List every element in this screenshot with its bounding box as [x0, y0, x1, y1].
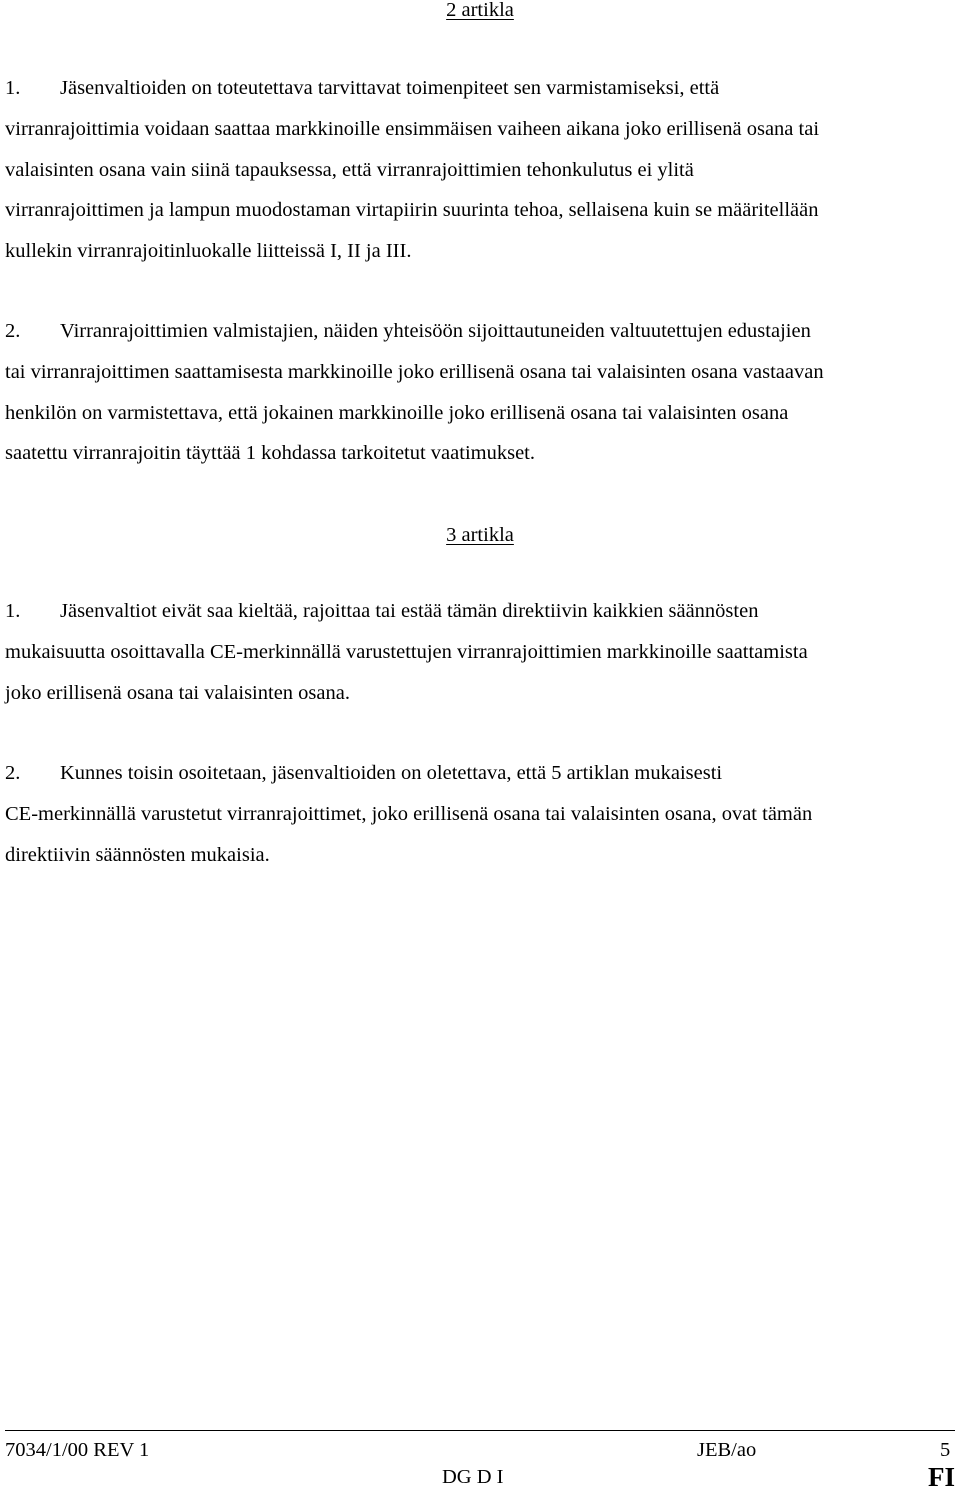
- article-2-heading: [0, 0, 960, 22]
- article-3-heading: [0, 523, 960, 547]
- article-3-paragraph-1: [5, 591, 957, 713]
- paragraph-line: [5, 753, 957, 794]
- footer-divider: [5, 1430, 955, 1431]
- footer-page-number: 5: [940, 1439, 951, 1461]
- paragraph-line: [5, 311, 957, 352]
- article-3-heading-text: 3 artikla: [446, 524, 514, 546]
- paragraph-line: direktiivin säännösten mukaisia.: [5, 843, 270, 866]
- paragraph-line: CE-merkinnällä varustetut virranrajoittimet, joko erillisenä osana tai valaisinten osana, ovat tämän: [5, 802, 813, 825]
- article-2-heading-text: 2 artikla: [446, 0, 514, 21]
- paragraph-line: saatettu virranrajoitin täyttää 1 kohdassa tarkoitetut vaatimukset.: [5, 442, 535, 465]
- article-3-paragraph-2: [5, 753, 957, 875]
- footer-initials: JEB/ao: [697, 1439, 757, 1461]
- paragraph-line: kullekin virranrajoitinluokalle liitteissä I, II ja III.: [5, 240, 412, 263]
- paragraph-line: virranrajoittimen ja lampun muodostaman virtapiirin suurinta tehoa, sellaisena kuin se määritellään: [5, 199, 819, 222]
- article-2-paragraph-2: [5, 311, 957, 474]
- paragraph-line: [5, 591, 957, 632]
- paragraph-line: joko erillisenä osana tai valaisinten osana.: [5, 681, 350, 704]
- paragraph-line: valaisinten osana vain siinä tapauksessa, että virranrajoittimien tehonkulutus ei ylitä: [5, 158, 694, 181]
- paragraph-line: henkilön on varmistettava, että jokainen markkinoille joko erillisenä osana tai valaisinten osana: [5, 401, 789, 424]
- paragraph-text: Virranrajoittimien valmistajien, näiden yhteisöön sijoittautuneiden valtuutettujen edustajien: [60, 320, 811, 342]
- paragraph-number: 2.: [5, 320, 21, 342]
- paragraph-line: mukaisuutta osoittavalla CE-merkinnällä varustettujen virranrajoittimien markkinoille saattamista: [5, 640, 808, 663]
- paragraph-line: [5, 68, 957, 109]
- footer-department: DG D I: [442, 1466, 504, 1488]
- paragraph-text: Jäsenvaltioiden on toteutettava tarvittavat toimenpiteet sen varmistamiseksi, että: [60, 77, 720, 99]
- footer-language: FI: [928, 1462, 955, 1492]
- paragraph-text: Jäsenvaltiot eivät saa kieltää, rajoittaa tai estää tämän direktiivin kaikkien säännösten: [60, 600, 759, 622]
- paragraph-number: 1.: [5, 77, 21, 99]
- paragraph-line: virranrajoittimia voidaan saattaa markkinoille ensimmäisen vaiheen aikana joko erillisenä osana tai: [5, 117, 820, 140]
- paragraph-line: tai virranrajoittimen saattamisesta markkinoille joko erillisenä osana tai valaisinten osana vastaavan: [5, 360, 824, 383]
- article-2-paragraph-1: [5, 68, 957, 272]
- paragraph-text: Kunnes toisin osoitetaan, jäsenvaltioiden on oletettava, että 5 artiklan mukaisesti: [60, 762, 723, 784]
- paragraph-number: 2.: [5, 762, 21, 784]
- footer-document-code: 7034/1/00 REV 1: [5, 1439, 150, 1461]
- paragraph-number: 1.: [5, 600, 21, 622]
